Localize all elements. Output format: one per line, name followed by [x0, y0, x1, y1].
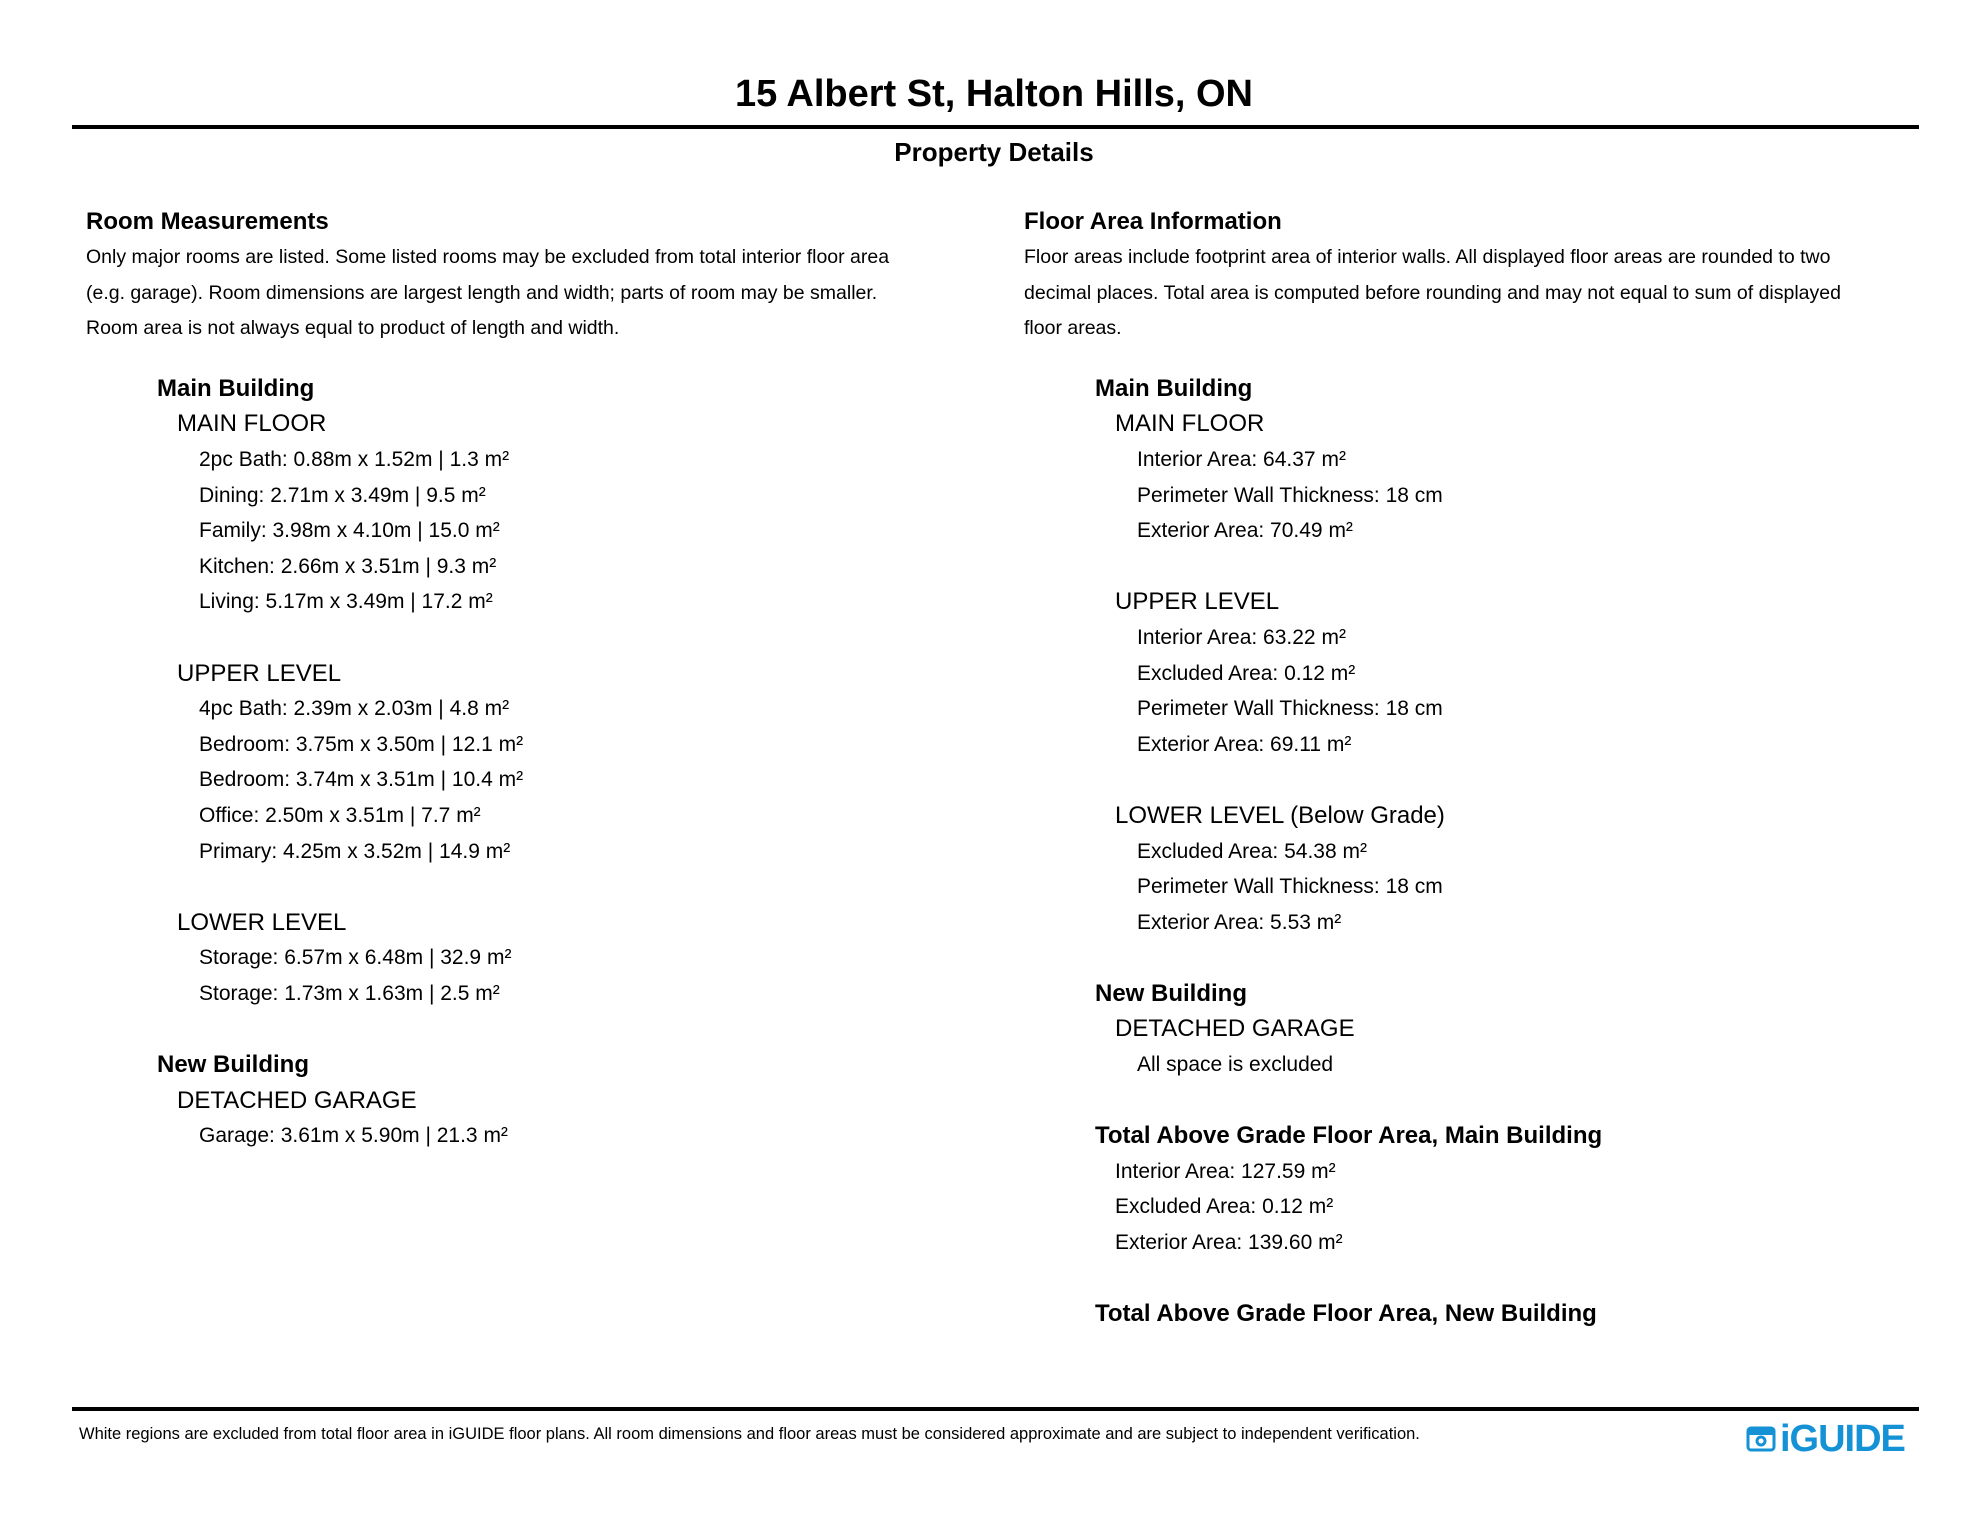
room-item: 4pc Bath: 2.39m x 2.03m | 4.8 m²	[199, 697, 510, 721]
area-item: Exterior Area: 70.49 m²	[1137, 519, 1353, 543]
description-line: (e.g. garage). Room dimensions are largest length and width; parts of room may be smaller.	[86, 281, 878, 304]
building-main	[157, 371, 1006, 1012]
floor-area-section	[1024, 204, 1929, 1332]
room-item: Family: 3.98m x 4.10m | 15.0 m²	[199, 519, 500, 543]
room-item: Storage: 6.57m x 6.48m | 32.9 m²	[199, 946, 512, 970]
level-name: DETACHED GARAGE	[1115, 1015, 1355, 1043]
floor-area-heading: Floor Area Information	[1024, 208, 1282, 235]
level-name: MAIN FLOOR	[177, 410, 327, 438]
room-item: Living: 5.17m x 3.49m | 17.2 m²	[199, 590, 493, 614]
logo-wordmark: iGUIDE	[1780, 1418, 1905, 1460]
area-item: Excluded Area: 54.38 m²	[1137, 839, 1367, 863]
area-item: Perimeter Wall Thickness: 18 cm	[1137, 483, 1443, 507]
total-item: Exterior Area: 139.60 m²	[1115, 1231, 1343, 1255]
level-main-floor	[177, 406, 1006, 620]
building-new	[1095, 976, 1929, 1083]
area-item: Excluded Area: 0.12 m²	[1137, 661, 1356, 685]
totals-heading: Total Above Grade Floor Area, New Building	[1095, 1300, 1597, 1328]
room-item: Storage: 1.73m x 1.63m | 2.5 m²	[199, 981, 500, 1005]
level-name: DETACHED GARAGE	[177, 1086, 417, 1114]
room-item: Bedroom: 3.75m x 3.50m | 12.1 m²	[199, 732, 524, 756]
header-divider	[72, 125, 1919, 129]
level-detached-garage	[1115, 1011, 1929, 1082]
area-item: Perimeter Wall Thickness: 18 cm	[1137, 697, 1443, 721]
floor-area-description	[1024, 240, 1929, 347]
totals-heading: Total Above Grade Floor Area, Main Building	[1095, 1122, 1603, 1150]
area-item: Exterior Area: 5.53 m²	[1137, 910, 1342, 934]
description-line: Room area is not always equal to product of length and width.	[86, 317, 620, 340]
building-main	[1095, 371, 1929, 941]
area-item: Interior Area: 64.37 m²	[1137, 447, 1346, 471]
area-item: All space is excluded	[1137, 1053, 1334, 1077]
description-line: Only major rooms are listed. Some listed rooms may be excluded from total interior floor area	[86, 246, 890, 268]
level-main-floor	[1115, 406, 1929, 548]
page-subtitle: Property Details	[894, 137, 1094, 167]
level-name: LOWER LEVEL (Below Grade)	[1115, 801, 1445, 829]
room-item: Office: 2.50m x 3.51m | 7.7 m²	[199, 803, 481, 827]
page-title: 15 Albert St, Halton Hills, ON	[734, 73, 1253, 115]
room-tree	[157, 371, 1006, 1154]
area-item: Exterior Area: 69.11 m²	[1137, 732, 1352, 756]
camera-icon	[1746, 1424, 1776, 1454]
building-name: Main Building	[1095, 374, 1253, 402]
level-lower	[177, 905, 1006, 1012]
level-name: UPPER LEVEL	[177, 659, 342, 687]
description-line: Floor areas include footprint area of interior walls. All displayed floor areas are rounded to two	[1024, 246, 1831, 268]
room-item: Kitchen: 2.66m x 3.51m | 9.3 m²	[199, 554, 497, 578]
area-item: Interior Area: 63.22 m²	[1137, 625, 1346, 649]
level-detached-garage	[177, 1083, 1006, 1154]
footer-divider	[72, 1407, 1919, 1411]
area-item: Perimeter Wall Thickness: 18 cm	[1137, 875, 1443, 899]
room-measurements-heading: Room Measurements	[86, 208, 329, 235]
room-item: Garage: 3.61m x 5.90m | 21.3 m²	[199, 1124, 508, 1148]
level-upper	[1115, 584, 1929, 762]
room-item: 2pc Bath: 0.88m x 1.52m | 1.3 m²	[199, 447, 510, 471]
room-item: Primary: 4.25m x 3.52m | 14.9 m²	[199, 839, 511, 863]
building-name: New Building	[157, 1051, 309, 1079]
level-name: LOWER LEVEL	[177, 908, 347, 936]
floor-area-tree	[1095, 371, 1929, 1332]
level-lower	[1115, 798, 1929, 940]
level-name: UPPER LEVEL	[1115, 588, 1280, 616]
building-new	[157, 1047, 1006, 1154]
building-name: Main Building	[157, 374, 315, 402]
room-measurements-section	[86, 204, 1006, 1154]
description-line: floor areas.	[1024, 317, 1122, 340]
total-item: Excluded Area: 0.12 m²	[1115, 1195, 1334, 1219]
room-item: Bedroom: 3.74m x 3.51m | 10.4 m²	[199, 768, 524, 792]
totals-new-building	[1095, 1296, 1929, 1332]
building-name: New Building	[1095, 979, 1247, 1007]
room-item: Dining: 2.71m x 3.49m | 9.5 m²	[199, 483, 486, 507]
level-name: MAIN FLOOR	[1115, 410, 1265, 438]
footer-disclaimer: White regions are excluded from total floor area in iGUIDE floor plans. All room dimensions and floor areas must be considered approximate and are subject to independent verification.	[79, 1425, 1420, 1443]
level-upper	[177, 656, 1006, 870]
iguide-logo	[1746, 1419, 1905, 1459]
total-item: Interior Area: 127.59 m²	[1115, 1159, 1336, 1183]
description-line: decimal places. Total area is computed before rounding and may not equal to sum of displayed	[1024, 281, 1841, 304]
room-measurements-description	[86, 240, 1006, 347]
totals-main-building	[1095, 1118, 1929, 1260]
